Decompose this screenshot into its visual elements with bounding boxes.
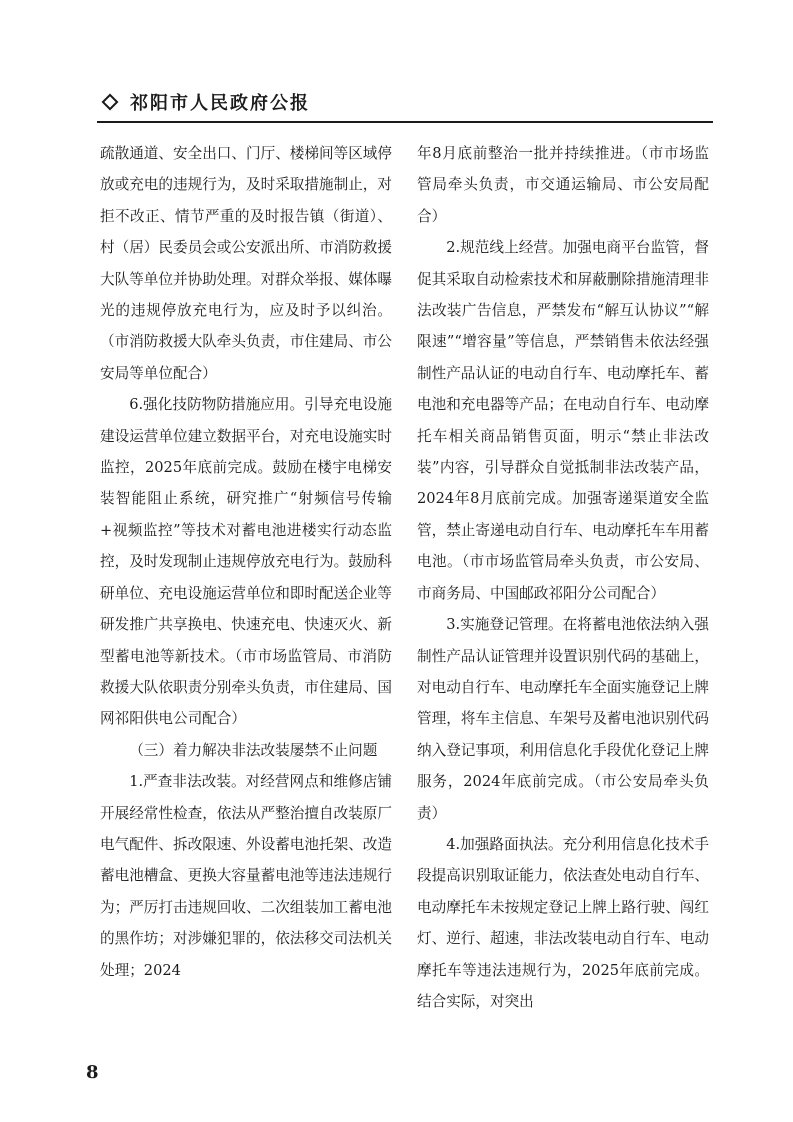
paragraph: 年8月底前整治一批并持续推进。（市市场监管局牵头负责，市交通运输局、市公安局配合）: [417, 145, 709, 225]
page-number: 8: [86, 1062, 99, 1083]
paragraph: 2.规范线上经营。加强电商平台监管，督促其采取自动检索技术和屏蔽删除措施清理非法改装广告信息，严禁发布“解互认协议”“解限速”“增容量”等信息，严禁销售未依法经强制性产品认证的电动自行车、电动摩托车、蓄电池和充电器等产品；在电动自行车、电动摩托车相关商品销售页面，明示“禁止非法改装”内容，引导群众自觉抵制非法改装产品，2024年8月底前完成。加强寄递渠道安全监管，禁止寄递电动自行车、电动摩托车车用蓄电池。（市市场监管局牵头负责，市公安局、市商务局、中国邮政祁阳分公司配合）: [417, 239, 709, 602]
diamond-icon: [102, 94, 119, 111]
left-column: [100, 138, 392, 986]
paragraph: 6.强化技防物防措施应用。引导充电设施建设运营单位建立数据平台，对充电设施实时监控，2025年底前完成。鼓励在楼宇电梯安装智能阻止系统，研究推广“射频信号传输+视频监控”等技术对蓄电池进楼实行动态监控，及时发现制止违规停放充电行为。鼓励科研单位、充电设施运营单位和即时配送企业等研发推广共享换电、快速充电、快速灭火、新型蓄电池等新技术。（市市场监管局、市消防救援大队依职责分别牵头负责，市住建局、国网祁阳供电公司配合）: [100, 396, 392, 728]
paragraph: 疏散通道、安全出口、门厅、楼梯间等区域停放或充电的违规行为，及时采取措施制止，对拒不改正、情节严重的及时报告镇（街道）、村（居）民委员会或公安派出所、市消防救援大队等单位并协助处理。对群众举报、媒体曝光的违规停放充电行为，应及时予以纠治。（市消防救援大队牵头负责，市住建局、市公安局等单位配合）: [100, 145, 392, 382]
page-header: [98, 88, 713, 116]
header-divider: [97, 121, 713, 123]
right-column: [417, 138, 709, 1017]
publication-title: 祁阳市人民政府公报: [130, 93, 310, 114]
section-heading: （三）着力解决非法改装屡禁不止问题: [129, 741, 378, 759]
paragraph: 4.加强路面执法。充分利用信息化技术手段提高识别取证能力，依法查处电动自行车、电动摩托车未按规定登记上牌上路行驶、闯红灯、逆行、超速，非法改装电动自行车、电动摩托车等违法违规行为，2025年底前完成。结合实际，对突出: [417, 835, 709, 1010]
paragraph: 1.严查非法改装。对经营网点和维修店铺开展经常性检查，依法从严整治擅自改装原厂电气配件、拆改限速、外设蓄电池托架、改造蓄电池槽盒、更换大容量蓄电池等违法违规行为；严厉打击违规回收、二次组装加工蓄电池的黑作坊；对涉嫌犯罪的，依法移交司法机关处理；2024: [100, 773, 392, 979]
paragraph: 3.实施登记管理。在将蓄电池依法纳入强制性产品认证管理并设置识别代码的基础上，对电动自行车、电动摩托车全面实施登记上牌管理，将车主信息、车架号及蓄电池识别代码纳入登记事项，利用信息化手段优化登记上牌服务，2024年底前完成。（市公安局牵头负责）: [417, 616, 709, 822]
